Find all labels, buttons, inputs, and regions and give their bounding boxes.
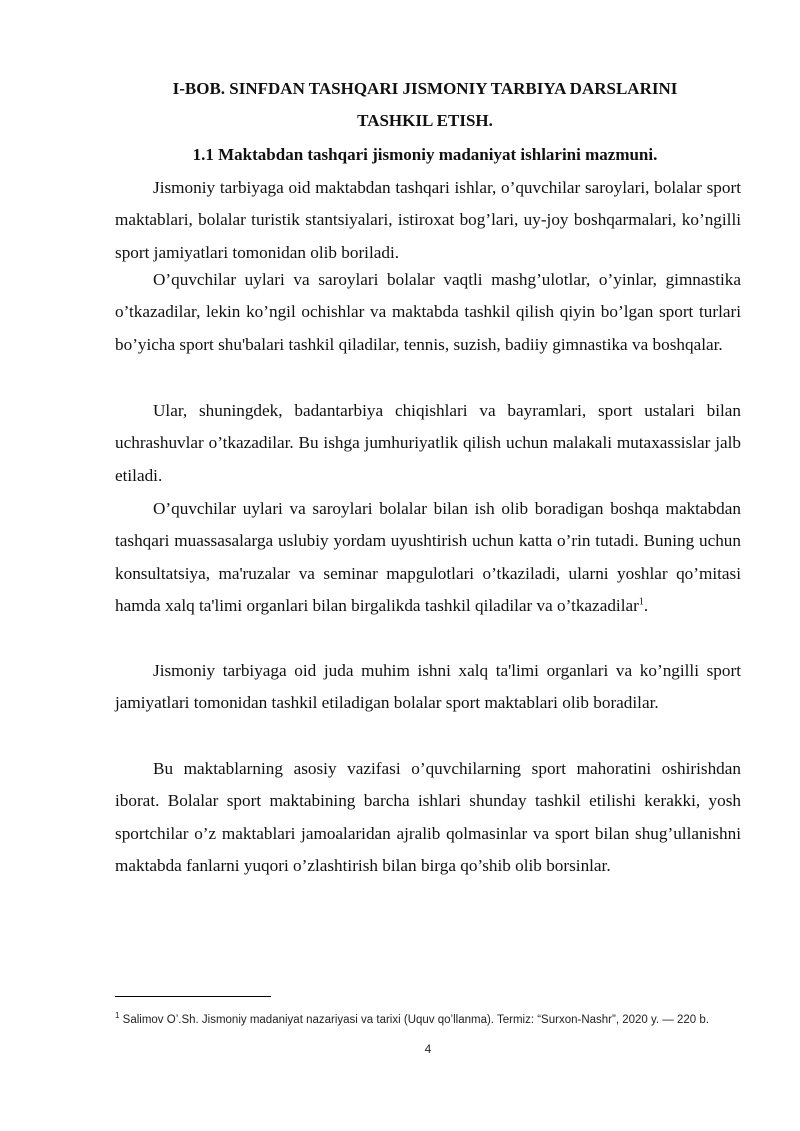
section-title: 1.1 Maktabdan tashqari jismoniy madaniyat ishlarini mazmuni. bbox=[192, 145, 658, 164]
paragraph-1: Jismoniy tarbiyaga oid maktabdan tashqari ishlar, o’quvchilar saroylari, bolalar sport maktablari, bolalar turistik stantsiyalari, istiroxat bog’lari, uy-joy boshqarmalari, ko’ngilli sport jamiyatlari tomonidan olib boriladi. bbox=[115, 178, 741, 262]
page-number: 4 bbox=[424, 1042, 432, 1056]
paragraph-4-text: O’quvchilar uylari va saroylari bolalar bilan ish olib boradigan boshqa maktabdan tashqari muassasalarga uslubiy yordam uyushtirish uchun katta o’rin tutadi. Buning uchun konsultatsiya, ma'ruzalar va seminar mapgulotlari o’tkaziladi, ularni yoshlar qo’mitasi hamda xalq ta'limi organlari bilan birgalikda tashkil qiladilar va o’tkazadilar bbox=[115, 499, 741, 615]
paragraph-4 bbox=[115, 493, 741, 622]
footnote-marker: 1 bbox=[115, 1011, 120, 1021]
chapter-title-line-2: TASHKIL ETISH. bbox=[357, 111, 493, 130]
footnote-text: Salimov O’.Sh. Jismoniy madaniyat nazariyasi va tarixi (Uquv qo’llanma). Termiz: “Surxon-Nashr”, 2020 y. — 220 b. bbox=[122, 1014, 709, 1026]
footnote-separator bbox=[115, 996, 271, 997]
paragraph-3: Ular, shuningdek, badantarbiya chiqishlari va bayramlari, sport ustalari bilan uchrashuvlar o’tkazadilar. Bu ishga jumhuriyatlik qilish uchun malakali mutaxassislar jalb etiladi. bbox=[115, 401, 741, 485]
footnote-reference[interactable]: 1 bbox=[638, 596, 644, 608]
paragraph-4-end: . bbox=[643, 595, 649, 615]
footnote bbox=[115, 1010, 745, 1030]
paragraph-6: Bu maktablarning asosiy vazifasi o’quvchilarning sport mahoratini oshirishdan iborat. Bolalar sport maktabining barcha ishlari shunday tashkil etilishi kerakki, yosh sportchilar o’z maktablari jamoalaridan ajralib qolmasinlar va sport bilan shug’ullanishni maktabda fanlarni yuqori o’zlashtirish bilan birga qo’shib olib borsinlar. bbox=[115, 759, 741, 875]
paragraph-2: O’quvchilar uylari va saroylari bolalar vaqtli mashg’ulotlar, o’yinlar, gimnastika o’tkazadilar, lekin ko’ngil ochishlar va maktabda tashkil qilish qiyin bo’lgan sport turlari bo’yicha sport shu'balari tashkil qiladilar, tennis, suzish, badiiy gimnastika va boshqalar. bbox=[115, 270, 741, 354]
chapter-title-line-1: I-BOB. SINFDAN TASHQARI JISMONIY TARBIYA DARSLARINI bbox=[172, 79, 678, 98]
paragraph-5: Jismoniy tarbiyaga oid juda muhim ishni xalq ta'limi organlari va ko’ngilli sport jamiyatlari tomonidan tashkil etiladigan bolalar sport maktablari olib boradilar. bbox=[115, 661, 741, 713]
